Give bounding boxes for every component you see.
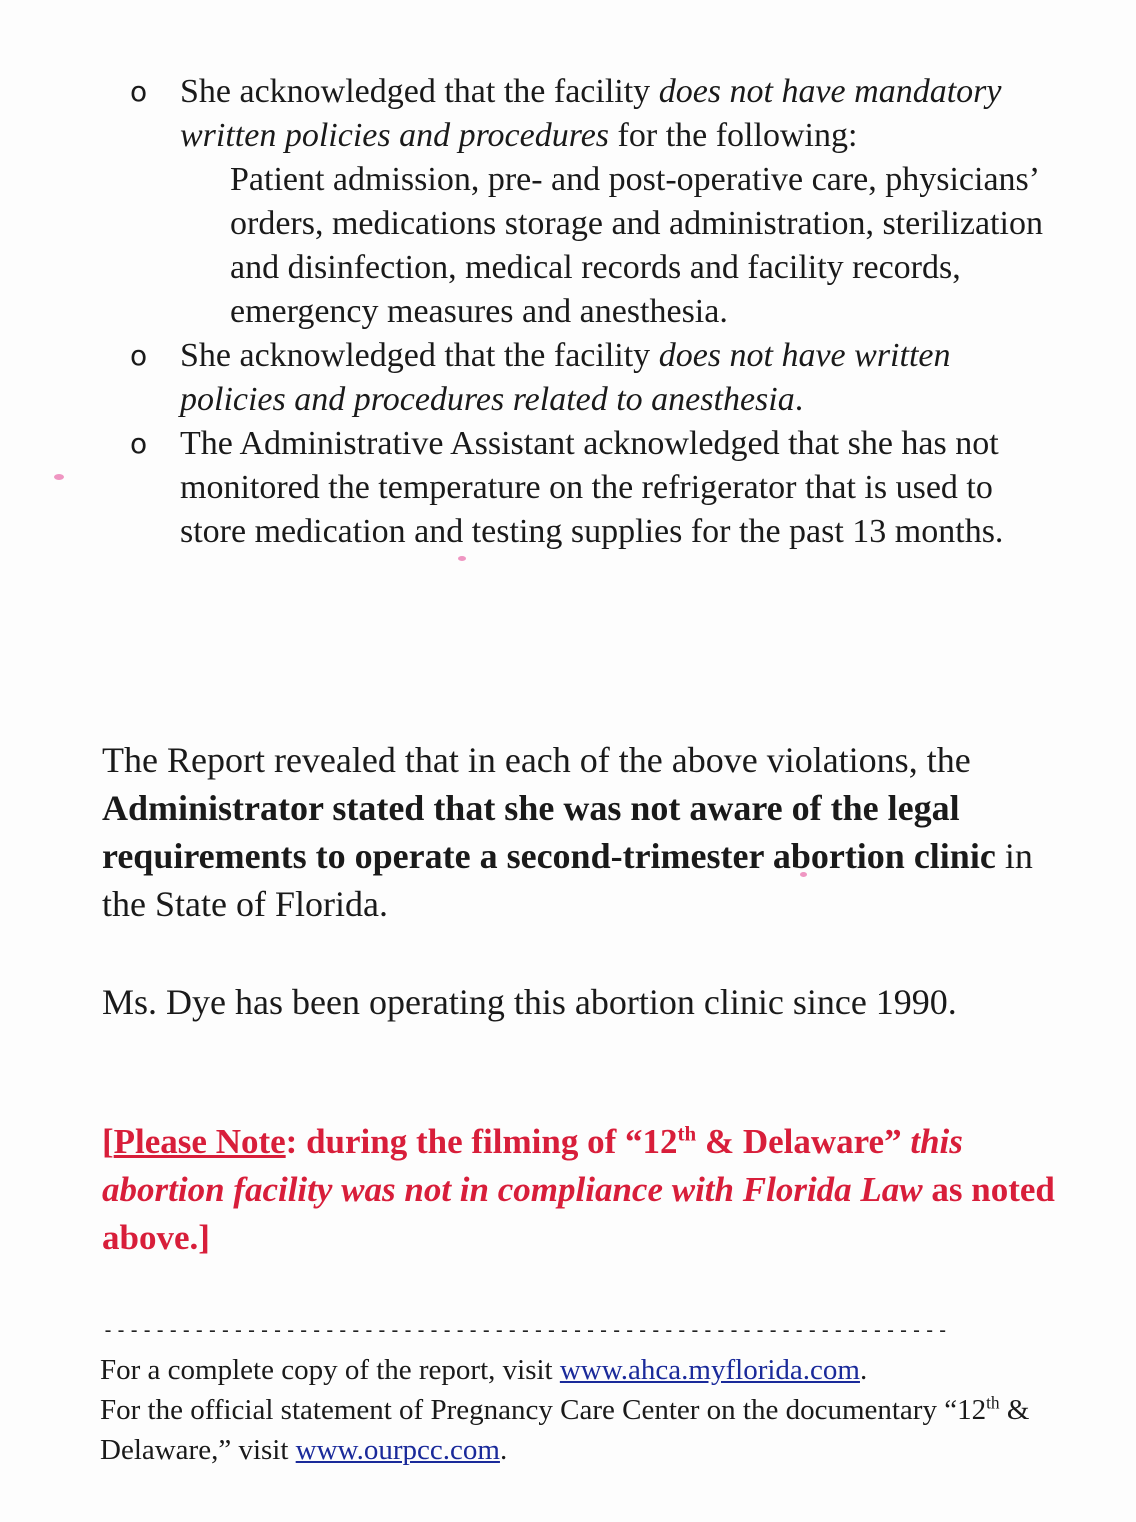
footer-text: . (499, 1434, 508, 1466)
footer-superscript: th (986, 1392, 1000, 1413)
bullet-item (130, 70, 1060, 334)
ourpcc-link[interactable]: www.ourpcc.com (295, 1434, 500, 1466)
ahca-link[interactable]: www.ahca.myflorida.com (559, 1354, 860, 1386)
bullet-list (130, 70, 1060, 554)
bullet-text: The Administrative Assistant acknowledged that she has not monitored the temperature on the refrigerator that is used to store medication and testing supplies for the past 13 months. (180, 425, 1004, 550)
footer-text: For a complete copy of the report, visit (100, 1354, 560, 1386)
footer-text: . (859, 1354, 868, 1386)
footer-line (100, 1390, 1060, 1470)
bullet-text: She acknowledged that the facility (180, 337, 659, 374)
bullet-text: for the following: (609, 117, 858, 154)
note-emphasis: this abortion facility was not in compliance with Florida Law (102, 1122, 963, 1209)
report-text: The Report revealed that in each of the above violations, the (102, 740, 971, 780)
note-label: Please Note (113, 1122, 286, 1161)
note-paragraph (102, 1118, 1082, 1262)
bullet-sublist-text: Patient admission, pre- and post-operative care, physicians’ orders, medications storage and administration, sterilization and disinfection, medical records and facility records, emergency measures and anesthesia. (230, 161, 1043, 330)
note-superscript: th (677, 1121, 697, 1146)
bullet-marker: o (130, 427, 148, 460)
bullet-emphasis: does not have mandatory written policies and procedures (180, 73, 1002, 154)
footer-line (100, 1350, 1060, 1390)
bullet-text: . (794, 381, 804, 418)
report-paragraph (102, 736, 1082, 928)
bullet-emphasis: does not have written policies and procedures related to anesthesia (180, 337, 951, 418)
note-text: as noted above.] (102, 1170, 1055, 1257)
bullet-marker: o (130, 75, 148, 108)
report-text: in the State of Florida. (102, 836, 1033, 924)
footer (100, 1350, 1060, 1470)
ink-speck (458, 556, 466, 561)
bullet-marker: o (130, 339, 148, 372)
footer-text: For the official statement of Pregnancy Care Center on the documentary “12 (100, 1394, 987, 1426)
bullet-text: She acknowledged that the facility (180, 73, 659, 110)
note-bracket: [ (102, 1122, 114, 1161)
note-text: & Delaware” (696, 1122, 911, 1161)
note-text: : during the filming of “12 (285, 1122, 678, 1161)
divider-line: ----------------------------------------------------------------- (102, 1318, 950, 1342)
dye-paragraph: Ms. Dye has been operating this abortion clinic since 1990. (102, 982, 957, 1022)
footer-text: & Delaware,” visit (100, 1394, 1030, 1466)
bullet-item (130, 422, 1060, 554)
ink-speck (54, 474, 64, 480)
report-bold-text: Administrator stated that she was not aware of the legal requirements to operate a second-trimester abortion clinic (102, 788, 996, 876)
bullet-item (130, 334, 1060, 422)
